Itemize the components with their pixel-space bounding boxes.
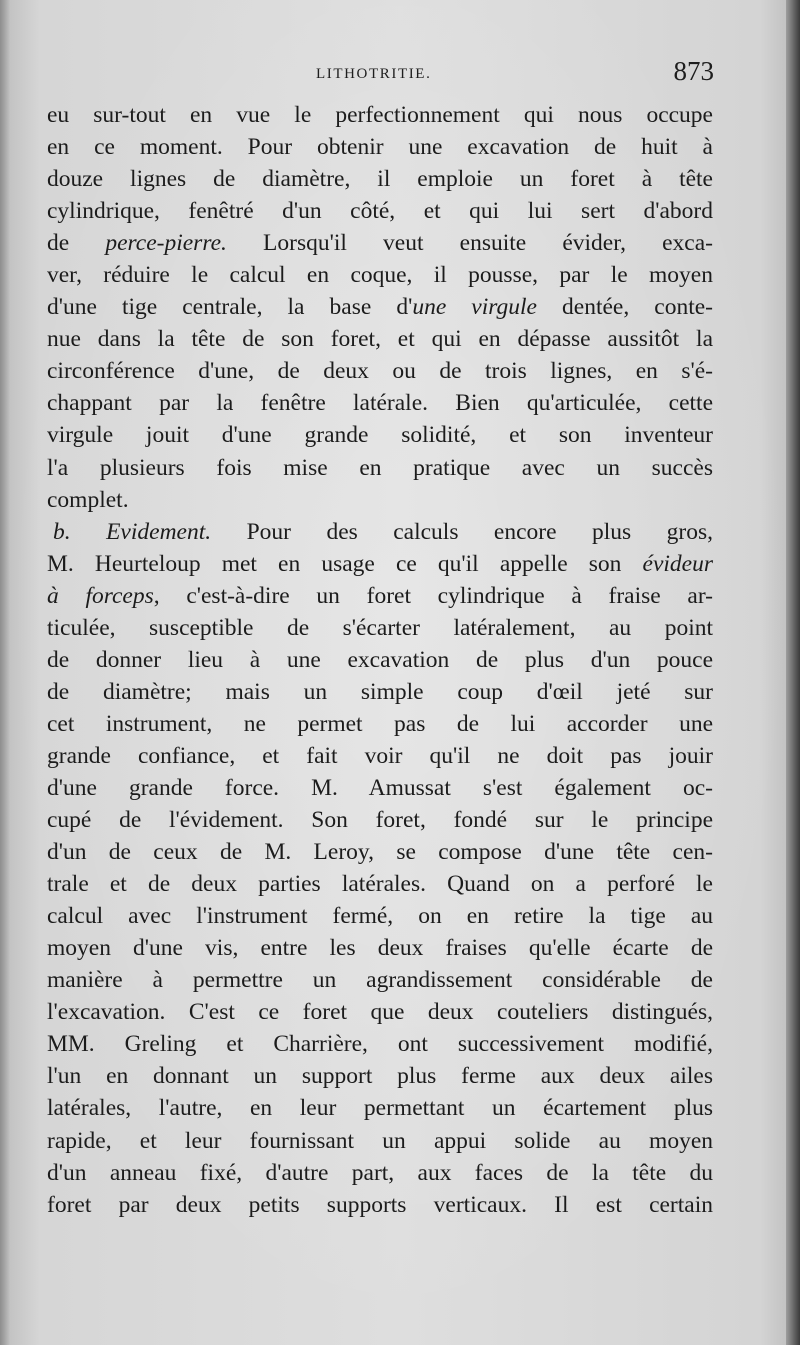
text-line <box>47 772 713 804</box>
text-segment: en ce moment. Pour obtenir une excavation de huit à <box>47 134 713 161</box>
text-segment: M. Heurteloup met en usage ce qu'il appelle son <box>47 550 643 577</box>
text-segment: de diamètre; mais un simple coup d'œil jeté sur <box>47 678 713 705</box>
text-line <box>47 932 713 964</box>
text-line <box>47 1125 713 1157</box>
italic-text: à forceps <box>47 582 154 609</box>
text-line <box>47 1157 713 1189</box>
text-line <box>47 1092 713 1124</box>
text-line <box>47 484 713 516</box>
text-segment: complet. <box>47 486 129 513</box>
text-line <box>47 227 713 259</box>
text-segment: cupé de l'évidement. Son foret, fondé sur le principe <box>47 807 713 834</box>
text-segment: cet instrument, ne permet pas de lui accorder une <box>47 710 713 737</box>
text-segment: d'une tige centrale, la base d' <box>47 294 413 321</box>
italic-text: perce-pierre. <box>105 230 227 257</box>
text-line <box>47 676 713 708</box>
text-line <box>47 387 713 419</box>
page-number: 873 <box>673 56 714 86</box>
text-segment: calcul avec l'instrument fermé, on en retire la tige au <box>47 903 713 930</box>
text-line <box>47 195 713 227</box>
page-gutter-shadow <box>0 0 10 1345</box>
text-line <box>47 996 713 1028</box>
text-segment: chappant par la fenêtre latérale. Bien qu'articulée, cette <box>47 390 713 417</box>
text-segment: l'un en donnant un support plus ferme aux deux ailes <box>47 1063 713 1090</box>
text-segment: eu sur-tout en vue le perfectionnement qui nous occupe <box>47 102 713 128</box>
italic-text: évideur <box>642 550 713 577</box>
text-line <box>47 1060 713 1092</box>
running-title: LITHOTRITIE. <box>316 66 432 82</box>
text-line <box>47 323 713 355</box>
text-segment: , c'est-à-dire un foret cylindrique à fraise ar- <box>153 582 714 609</box>
text-segment: l'a plusieurs fois mise en pratique avec un succès <box>47 454 713 481</box>
text-segment: Lorsqu'il veut ensuite évider, exca- <box>226 230 713 257</box>
text-line <box>47 1028 713 1060</box>
page-edge-shadow <box>786 0 800 1345</box>
text-segment: d'un de ceux de M. Leroy, se compose d'une tête cen- <box>47 839 713 866</box>
text-line <box>47 259 713 291</box>
text-line <box>47 163 713 195</box>
text-segment: l'excavation. C'est ce foret que deux couteliers distingués, <box>47 999 713 1026</box>
text-line <box>47 900 713 932</box>
body-text <box>47 99 713 1221</box>
text-segment: ver, réduire le calcul en coque, il pousse, par le moyen <box>47 262 713 289</box>
text-segment: Pour des calculs encore plus gros, <box>211 518 713 545</box>
text-segment: trale et de deux parties latérales. Quand on a perforé le <box>47 871 713 898</box>
text-line <box>47 355 713 387</box>
text-line <box>47 644 713 676</box>
text-segment: MM. Greling et Charrière, ont successivement modifié, <box>47 1031 713 1058</box>
text-segment: nue dans la tête de son foret, et qui en dépasse aussitôt la <box>47 326 713 353</box>
text-segment: manière à permettre un agrandissement considérable de <box>47 967 713 994</box>
text-line <box>47 580 713 612</box>
text-segment: d'une grande force. M. Amussat s'est également oc- <box>47 774 713 801</box>
italic-text: une virgule <box>412 294 537 321</box>
running-head <box>48 56 714 92</box>
text-line <box>47 868 713 900</box>
text-segment: ticulée, susceptible de s'écarter latéralement, au point <box>47 614 713 641</box>
text-segment: cylindrique, fenêtré d'un côté, et qui lui sert d'abord <box>47 198 713 225</box>
italic-text: b. Evidement. <box>53 518 212 545</box>
text-segment: grande confiance, et fait voir qu'il ne doit pas jouir <box>47 742 713 769</box>
text-segment: de donner lieu à une excavation de plus d'un pouce <box>47 646 713 673</box>
text-segment: douze lignes de diamètre, il emploie un foret à tête <box>47 166 713 193</box>
text-line <box>47 836 713 868</box>
text-line <box>47 612 713 644</box>
text-line <box>47 548 713 580</box>
text-segment: foret par deux petits supports verticaux. Il est certain <box>47 1191 713 1218</box>
text-line <box>47 740 713 772</box>
text-segment: de <box>47 230 106 257</box>
text-line <box>47 1189 713 1221</box>
text-line <box>47 419 713 451</box>
text-segment: circonférence d'une, de deux ou de trois lignes, en s'é- <box>47 358 713 385</box>
text-segment: dentée, conte- <box>536 294 713 321</box>
text-segment: virgule jouit d'une grande solidité, et son inventeur <box>47 422 713 449</box>
text-line <box>47 804 713 836</box>
text-line <box>47 291 713 323</box>
text-line <box>47 452 713 484</box>
text-segment: moyen d'une vis, entre les deux fraises qu'elle écarte de <box>47 935 713 962</box>
text-line <box>47 516 713 548</box>
text-line <box>47 708 713 740</box>
text-line <box>47 99 713 131</box>
text-segment: d'un anneau fixé, d'autre part, aux faces de la tête du <box>47 1159 713 1186</box>
text-line <box>47 964 713 996</box>
text-line <box>47 131 713 163</box>
text-segment: latérales, l'autre, en leur permettant un écartement plus <box>47 1095 713 1122</box>
text-segment: rapide, et leur fournissant un appui solide au moyen <box>47 1127 713 1154</box>
